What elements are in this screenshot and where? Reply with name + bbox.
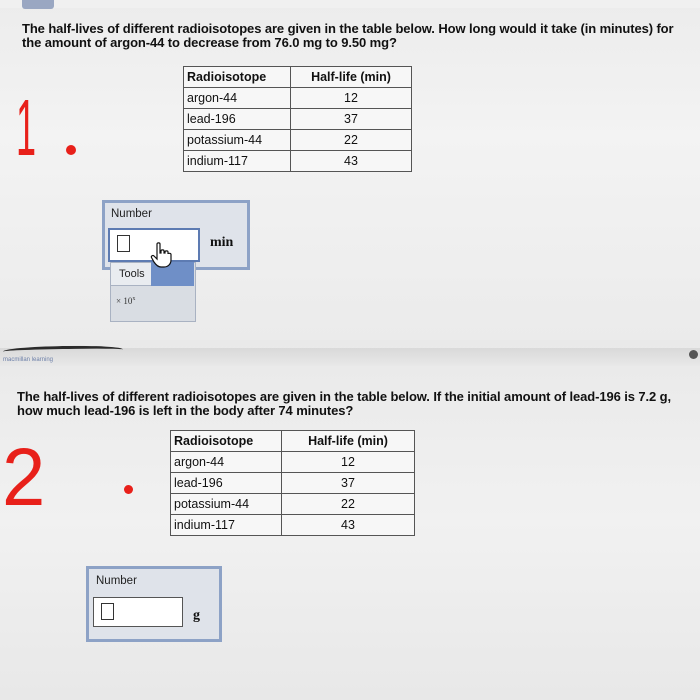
isotope-cell: lead-196 xyxy=(171,473,282,494)
answer-label: Number xyxy=(96,575,137,587)
table-row xyxy=(171,494,415,515)
column-header-radioisotope: Radioisotope xyxy=(171,431,282,452)
half-life-cell: 12 xyxy=(282,452,415,473)
table-header-row xyxy=(171,431,415,452)
table-row xyxy=(171,473,415,494)
times-ten-button[interactable]: × $10^x$ xyxy=(116,296,136,306)
half-life-cell: 37 xyxy=(282,473,415,494)
column-header-half-life: Half-life (min) xyxy=(291,67,412,88)
answer-label: Number xyxy=(111,208,152,220)
isotope-cell: lead-196 xyxy=(184,109,291,130)
table-header-row xyxy=(184,67,412,88)
column-header-radioisotope: Radioisotope xyxy=(184,67,291,88)
text-caret-icon xyxy=(117,235,130,252)
handwritten-number-1: 1 xyxy=(16,83,37,172)
handwritten-dot xyxy=(124,485,133,494)
brand-logo: macmillan learning xyxy=(3,357,54,363)
half-life-cell: 12 xyxy=(291,88,412,109)
column-header-half-life: Half-life (min) xyxy=(282,431,415,452)
answer-unit: g xyxy=(193,608,200,623)
tools-label: Tools xyxy=(119,268,145,280)
question-text: The half-lives of different radioisotopes are given in the table below. How long would it take (in minutes) for the amount of argon-44 to decrease from 76.0 mg to 9.50 mg? xyxy=(22,21,674,50)
times-ten-label: × 10 xyxy=(116,296,133,306)
table-row xyxy=(171,515,415,536)
half-life-table xyxy=(170,430,415,536)
handwritten-number-2: 2 xyxy=(2,432,46,523)
handwritten-dot xyxy=(66,145,76,155)
half-life-cell: 37 xyxy=(291,109,412,130)
table-row xyxy=(184,88,412,109)
question-text: The half-lives of different radioisotopes are given in the table below. If the initial amount of lead-196 is 7.2 g, how much lead-196 is left in the body after 74 minutes? xyxy=(17,389,672,418)
answer-unit: min xyxy=(210,235,234,250)
header-icon xyxy=(689,350,698,359)
question-panel-1 xyxy=(0,0,700,340)
half-life-cell: 43 xyxy=(291,151,412,172)
header-strip xyxy=(0,0,700,8)
half-life-cell: 22 xyxy=(291,130,412,151)
table-row xyxy=(184,109,412,130)
isotope-cell: potassium-44 xyxy=(171,494,282,515)
isotope-cell: indium-117 xyxy=(184,151,291,172)
isotope-cell: potassium-44 xyxy=(184,130,291,151)
text-caret-icon xyxy=(101,603,114,620)
half-life-table xyxy=(183,66,412,172)
hand-pointer-icon xyxy=(150,242,172,268)
isotope-cell: argon-44 xyxy=(171,452,282,473)
half-life-cell: 43 xyxy=(282,515,415,536)
half-life-cell: 22 xyxy=(282,494,415,515)
brand-logo xyxy=(22,0,54,9)
isotope-cell: indium-117 xyxy=(171,515,282,536)
isotope-cell: argon-44 xyxy=(184,88,291,109)
table-row xyxy=(184,130,412,151)
table-row xyxy=(184,151,412,172)
table-row xyxy=(171,452,415,473)
